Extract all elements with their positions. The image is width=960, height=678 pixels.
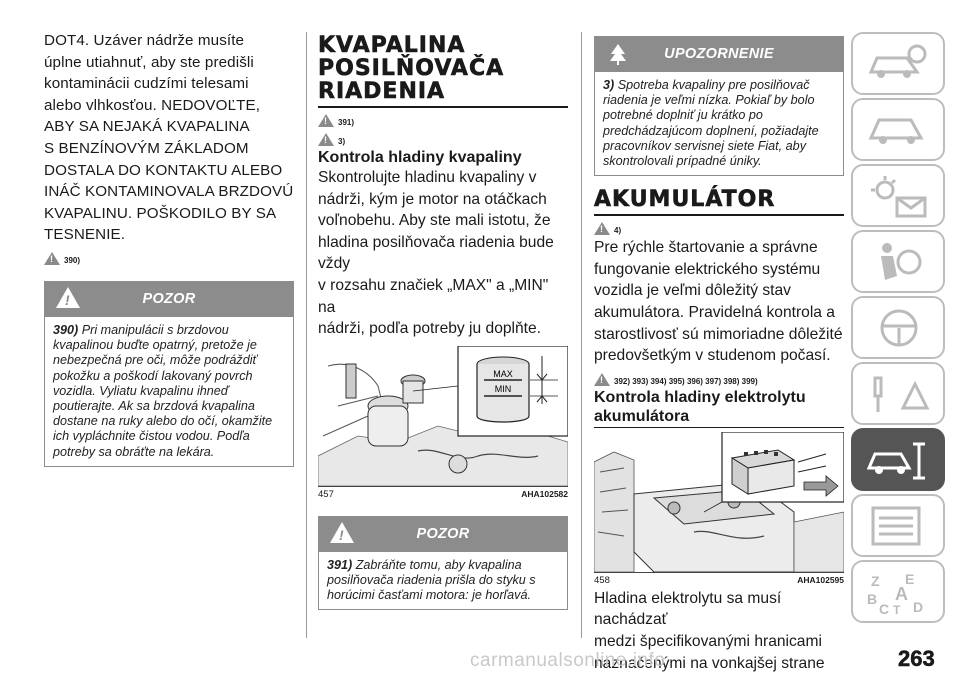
warning-reference: ! 390): [44, 249, 294, 265]
figure-battery: [594, 432, 844, 573]
section-title-battery: AKUMULÁTOR: [594, 187, 776, 213]
tab-index[interactable]: [851, 560, 945, 623]
tab-starting-driving[interactable]: [851, 296, 945, 359]
warning-lights-icon: [867, 174, 931, 218]
subheading-fluid-check: Kontrola hladiny kvapaliny: [318, 149, 522, 166]
figure-code: AHA102595: [797, 574, 844, 585]
tab-dashboard[interactable]: [851, 98, 945, 161]
figure-steering-reservoir: [318, 346, 568, 487]
figure-number: 457: [318, 488, 334, 500]
steering-wheel-icon: [867, 306, 931, 350]
car-dashboard-icon: [867, 108, 931, 152]
battery-illustration: [594, 432, 844, 572]
svg-text:T: T: [893, 603, 901, 614]
specifications-icon: [867, 504, 931, 548]
tree-notice-icon: [606, 42, 630, 70]
warning-triangle-icon: [318, 114, 334, 127]
battery-intro-text: Pre rýchle štartovanie a správne fungovanie elektrického systému vozidla je veľmi dôležitý stav akumulátora. Pravidelná kontrola a starostlivosť sú mimoriadne dôležité predovšetkým v studenom počasí.: [594, 239, 843, 365]
tab-car-info[interactable]: [851, 32, 945, 95]
watermark: carmanualsonline.info: [470, 650, 666, 671]
engine-bay-illustration: [318, 346, 568, 486]
page-number: 263: [898, 646, 935, 671]
electrolyte-check-text: Hladina elektrolytu sa musí nachádzať medzi špecifikovanými hranicami naznačenými na vonkajšej strane: [594, 589, 825, 672]
column-right: [594, 36, 844, 674]
figure-number: 458: [594, 574, 610, 586]
title-rule: [318, 106, 568, 108]
figure-code: AHA102582: [521, 488, 568, 499]
svg-text:D: D: [913, 599, 924, 614]
column-divider: [581, 32, 582, 638]
warning-triangle-icon: [44, 252, 60, 265]
notice-box-header: UPOZORNENIE: [594, 36, 844, 72]
warning-triangle-icon: [56, 287, 80, 308]
column-middle: [318, 34, 568, 610]
airbag-safety-icon: [867, 240, 931, 284]
column-left: [44, 30, 294, 467]
fluid-warning-text: DOT4. Uzáver nádrže musíte úplne utiahnuť, aby ste predišli kontaminácii cudzími telesami alebo vlhkosťou. NEDOVOĽTE, ABY SA NEJAKÁ KVAPALINA S BENZÍNOVÝM ZÁKLADOM DOSTALA DO KONTAKTU ALEBO INÁČ KONTAMINOVALA BRZDOVÚ KVAPALINU. POŠKODILO BY SA TESNENIE.: [44, 32, 294, 244]
section-title-steering-fluid: KVAPALINA POSILŇOVAČA RIADENIA: [318, 33, 505, 104]
warning-triangle-icon: [594, 222, 610, 235]
title-rule: [594, 214, 844, 216]
warning-triangle-icon: [594, 373, 610, 386]
min-mark-label: MIN: [494, 383, 512, 394]
warning-triangle-icon: [330, 522, 354, 543]
caution-box-header: ! POZOR: [318, 516, 568, 552]
notice-box-text: 3) Spotreba kvapaliny pre posilňovač riadenia je veľmi nízka. Pokiaľ by bolo potrebné doplniť ju krátko po predchádzajúcom doplnení, požiadajte pracovníkov servisnej siete Fiat, aby skontrolovali prípadné úniky.: [594, 72, 844, 176]
index-icon: [867, 570, 931, 614]
tab-emergency[interactable]: [851, 362, 945, 425]
svg-text:Z: Z: [871, 573, 880, 589]
svg-text:A: A: [895, 584, 908, 604]
figure-caption: [594, 575, 844, 586]
tab-safety[interactable]: [851, 230, 945, 293]
tab-specifications[interactable]: [851, 494, 945, 557]
fluid-check-text: Skontrolujte hladinu kvapaliny v nádrži, kým je motor na otáčkach voľnobehu. Aby ste mali istotu, že hladina posilňovača riadenia bude vždy v rozsahu značiek „MAX" a „MIN" na nádrži, podľa potreby ju doplňte.: [318, 169, 554, 338]
svg-text:C: C: [879, 601, 890, 614]
emergency-icon: [867, 372, 931, 416]
warning-references: ! 392) 393) 394) 395) 396) 397) 398) 399): [594, 370, 844, 386]
warning-triangle-icon: [318, 133, 334, 146]
maintenance-icon: [867, 438, 931, 482]
max-mark-label: MAX: [493, 368, 513, 379]
caution-box-text: 391) Zabráňte tomu, aby kvapalina posilňovača riadenia prišla do styku s horúcimi časťami motora: je horľavá.: [318, 552, 568, 611]
subheading-rule: [594, 427, 844, 428]
svg-text:E: E: [905, 571, 915, 587]
svg-text:B: B: [867, 591, 878, 607]
caution-box-text: 390) Pri manipulácii s brzdovou kvapalinou buďte opatrný, pretože je nebezpečná pre oči, môže podráždiť pokožku a poškodí lakovaný povrch vozidla. Vyliatu kvapalinu ihneď poutierajte. Ak sa brzdová kvapalina dostane na ruky alebo do očí, okamžite ich vypláchnite čistou vodou. Podľa potreby sa obráťte na lekára.: [44, 317, 294, 467]
tab-maintenance[interactable]: [851, 428, 945, 491]
tab-warning-lights[interactable]: [851, 164, 945, 227]
car-info-icon: [867, 42, 931, 86]
caution-box-header: ! POZOR: [44, 281, 294, 317]
warning-reference: ! 391): [318, 111, 568, 127]
note-reference: ! 4): [594, 219, 844, 235]
subheading-electrolyte-check: Kontrola hladiny elektrolytu akumulátora: [594, 388, 806, 425]
note-reference: ! 3): [318, 130, 568, 146]
column-divider: [306, 32, 307, 638]
figure-caption: [318, 489, 568, 500]
